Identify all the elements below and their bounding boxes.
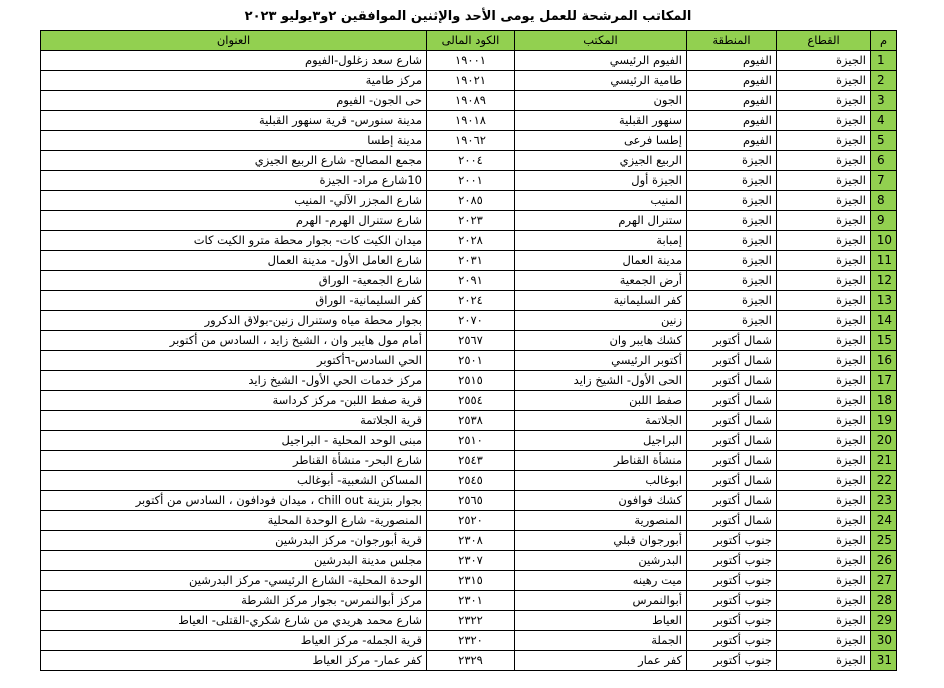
table-row [41, 631, 897, 651]
sector-cell: الجيزة [777, 351, 871, 371]
page-title: المكاتب المرشحة للعمل يومى الأحد والإثنين الموافقين ٢و٣يوليو ٢٠٢٣ [244, 9, 692, 24]
serial-cell: 5 [871, 131, 897, 151]
serial-cell: 15 [871, 331, 897, 351]
table-row [41, 71, 897, 91]
address-cell: المساكن الشعبية- أبوغالب [41, 471, 427, 491]
address-cell: قرية صفط اللبن- مركز كرداسة [41, 391, 427, 411]
sector-cell: الجيزة [777, 271, 871, 291]
sector-cell: الجيزة [777, 431, 871, 451]
region-cell: الجيزة [687, 231, 777, 251]
office-cell: كشك هايبر وان [515, 331, 687, 351]
table-row [41, 431, 897, 451]
table-row [41, 191, 897, 211]
sector-cell: الجيزة [777, 171, 871, 191]
code-cell: ٢٠٣١ [427, 251, 515, 271]
header-serial: م [871, 31, 897, 51]
table-row [41, 331, 897, 351]
sector-cell: الجيزة [777, 411, 871, 431]
region-cell: جنوب أكتوبر [687, 551, 777, 571]
region-cell: الفيوم [687, 51, 777, 71]
table-row [41, 151, 897, 171]
sector-cell: الجيزة [777, 311, 871, 331]
office-cell: كفر السليمانية [515, 291, 687, 311]
code-cell: ٢٠٠٤ [427, 151, 515, 171]
table-row [41, 451, 897, 471]
office-cell: زنين [515, 311, 687, 331]
code-cell: ٢٥٣٨ [427, 411, 515, 431]
table-row [41, 251, 897, 271]
office-cell: الحى الأول- الشيخ زايد [515, 371, 687, 391]
serial-cell: 17 [871, 371, 897, 391]
table-row [41, 131, 897, 151]
code-cell: ٢٥٦٧ [427, 331, 515, 351]
sector-cell: الجيزة [777, 391, 871, 411]
region-cell: شمال أكتوبر [687, 451, 777, 471]
table-row [41, 411, 897, 431]
serial-cell: 25 [871, 531, 897, 551]
serial-cell: 31 [871, 651, 897, 671]
serial-cell: 29 [871, 611, 897, 631]
address-cell: مجلس مدينة البدرشين [41, 551, 427, 571]
table-row [41, 531, 897, 551]
code-cell: ٢٠٢٤ [427, 291, 515, 311]
address-cell: مركز خدمات الحي الأول- الشيخ زايد [41, 371, 427, 391]
table-row [41, 471, 897, 491]
office-cell: المنصورية [515, 511, 687, 531]
sector-cell: الجيزة [777, 111, 871, 131]
serial-cell: 13 [871, 291, 897, 311]
serial-cell: 26 [871, 551, 897, 571]
region-cell: الفيوم [687, 111, 777, 131]
code-cell: ٢٣١٥ [427, 571, 515, 591]
serial-cell: 12 [871, 271, 897, 291]
sector-cell: الجيزة [777, 491, 871, 511]
region-cell: شمال أكتوبر [687, 391, 777, 411]
sector-cell: الجيزة [777, 551, 871, 571]
code-cell: ١٩٠٢١ [427, 71, 515, 91]
region-cell: الفيوم [687, 71, 777, 91]
code-cell: ٢٣٢٢ [427, 611, 515, 631]
sector-cell: الجيزة [777, 471, 871, 491]
office-cell: ميت رهينه [515, 571, 687, 591]
address-cell: 10شارع مراد- الجيزة [41, 171, 427, 191]
region-cell: الجيزة [687, 251, 777, 271]
serial-cell: 27 [871, 571, 897, 591]
code-cell: ٢٥٠١ [427, 351, 515, 371]
address-cell: شارع العامل الأول- مدينة العمال [41, 251, 427, 271]
code-cell: ٢٠٢٨ [427, 231, 515, 251]
office-cell: صفط اللبن [515, 391, 687, 411]
code-cell: ٢٠٠١ [427, 171, 515, 191]
address-cell: مركز أبوالنمرس- بجوار مركز الشرطة [41, 591, 427, 611]
code-cell: ٢٣٢٩ [427, 651, 515, 671]
address-cell: مدينة إطسا [41, 131, 427, 151]
office-cell: الجلاتمة [515, 411, 687, 431]
region-cell: جنوب أكتوبر [687, 631, 777, 651]
region-cell: شمال أكتوبر [687, 511, 777, 531]
sector-cell: الجيزة [777, 531, 871, 551]
office-cell: المنيب [515, 191, 687, 211]
table-row [41, 651, 897, 671]
table-row [41, 571, 897, 591]
office-cell: الجيزة أول [515, 171, 687, 191]
table-row [41, 591, 897, 611]
sector-cell: الجيزة [777, 231, 871, 251]
region-cell: جنوب أكتوبر [687, 591, 777, 611]
sector-cell: الجيزة [777, 51, 871, 71]
code-cell: ٢٥٤٥ [427, 471, 515, 491]
office-cell: طامية الرئيسي [515, 71, 687, 91]
header-office: المكتب [515, 31, 687, 51]
serial-cell: 28 [871, 591, 897, 611]
sector-cell: الجيزة [777, 591, 871, 611]
table-body [41, 51, 897, 671]
serial-cell: 4 [871, 111, 897, 131]
region-cell: الجيزة [687, 191, 777, 211]
office-cell: الجون [515, 91, 687, 111]
table-row [41, 171, 897, 191]
region-cell: الجيزة [687, 151, 777, 171]
code-cell: ٢٠٢٣ [427, 211, 515, 231]
address-cell: مركز طامية [41, 71, 427, 91]
serial-cell: 3 [871, 91, 897, 111]
code-cell: ٢٥٤٣ [427, 451, 515, 471]
table-row [41, 51, 897, 71]
sector-cell: الجيزة [777, 191, 871, 211]
office-cell: أرض الجمعية [515, 271, 687, 291]
serial-cell: 22 [871, 471, 897, 491]
table-row [41, 211, 897, 231]
serial-cell: 30 [871, 631, 897, 651]
sector-cell: الجيزة [777, 131, 871, 151]
office-cell: مدينة العمال [515, 251, 687, 271]
office-cell: الفيوم الرئيسي [515, 51, 687, 71]
region-cell: شمال أكتوبر [687, 371, 777, 391]
sector-cell: الجيزة [777, 631, 871, 651]
address-cell: مجمع المصالح- شارع الربيع الجيزي [41, 151, 427, 171]
sector-cell: الجيزة [777, 451, 871, 471]
address-cell: شارع المجزر الآلي- المنيب [41, 191, 427, 211]
code-cell: ٢٣٢٠ [427, 631, 515, 651]
sector-cell: الجيزة [777, 371, 871, 391]
region-cell: شمال أكتوبر [687, 471, 777, 491]
header-financial-code: الكود المالى [427, 31, 515, 51]
table-row [41, 311, 897, 331]
office-cell: الجملة [515, 631, 687, 651]
office-cell: البدرشين [515, 551, 687, 571]
region-cell: شمال أكتوبر [687, 491, 777, 511]
sector-cell: الجيزة [777, 211, 871, 231]
region-cell: شمال أكتوبر [687, 411, 777, 431]
region-cell: جنوب أكتوبر [687, 611, 777, 631]
serial-cell: 19 [871, 411, 897, 431]
office-cell: أكتوبر الرئيسي [515, 351, 687, 371]
region-cell: جنوب أكتوبر [687, 571, 777, 591]
table-row [41, 291, 897, 311]
region-cell: الفيوم [687, 131, 777, 151]
serial-cell: 20 [871, 431, 897, 451]
region-cell: الجيزة [687, 291, 777, 311]
code-cell: ٢٥١٥ [427, 371, 515, 391]
table-row [41, 391, 897, 411]
serial-cell: 24 [871, 511, 897, 531]
address-cell: قرية الجمله- مركز العياط [41, 631, 427, 651]
office-cell: منشأة القناطر [515, 451, 687, 471]
address-cell: قرية أبورجوان- مركز البدرشين [41, 531, 427, 551]
office-cell: العياط [515, 611, 687, 631]
table-row [41, 351, 897, 371]
serial-cell: 14 [871, 311, 897, 331]
code-cell: ٢٣٠٨ [427, 531, 515, 551]
serial-cell: 18 [871, 391, 897, 411]
code-cell: ٢٣٠١ [427, 591, 515, 611]
office-cell: كفر عمار [515, 651, 687, 671]
region-cell: شمال أكتوبر [687, 331, 777, 351]
table-row [41, 511, 897, 531]
address-cell: الحي السادس-٦أكتوبر [41, 351, 427, 371]
offices-table [40, 30, 897, 671]
address-cell: شارع محمد هريدي من شارع شكري-القتلى- العياط [41, 611, 427, 631]
address-cell: قرية الجلاتمة [41, 411, 427, 431]
address-cell: شارع الجمعية- الوراق [41, 271, 427, 291]
serial-cell: 1 [871, 51, 897, 71]
region-cell: الفيوم [687, 91, 777, 111]
office-cell: كشك فوافون [515, 491, 687, 511]
code-cell: ٢٥٥٤ [427, 391, 515, 411]
address-cell: حى الجون- الفيوم [41, 91, 427, 111]
region-cell: الجيزة [687, 271, 777, 291]
serial-cell: 11 [871, 251, 897, 271]
sector-cell: الجيزة [777, 571, 871, 591]
region-cell: شمال أكتوبر [687, 351, 777, 371]
office-cell: إمبابة [515, 231, 687, 251]
serial-cell: 7 [871, 171, 897, 191]
office-cell: البراجيل [515, 431, 687, 451]
code-cell: ٢٣٠٧ [427, 551, 515, 571]
address-cell: بجوار بتزينة chill out ، ميدان فودافون ، السادس من أكتوبر [41, 491, 427, 511]
address-cell: كفر السليمانية- الوراق [41, 291, 427, 311]
region-cell: الجيزة [687, 171, 777, 191]
serial-cell: 6 [871, 151, 897, 171]
serial-cell: 16 [871, 351, 897, 371]
office-cell: إطسا فرعى [515, 131, 687, 151]
address-cell: الوحدة المحلية- الشارع الرئيسي- مركز البدرشين [41, 571, 427, 591]
serial-cell: 8 [871, 191, 897, 211]
code-cell: ٢٠٩١ [427, 271, 515, 291]
table-row [41, 491, 897, 511]
code-cell: ٢٥٢٠ [427, 511, 515, 531]
header-address: العنوان [41, 31, 427, 51]
sector-cell: الجيزة [777, 151, 871, 171]
table-row [41, 271, 897, 291]
code-cell: ١٩٠٠١ [427, 51, 515, 71]
region-cell: شمال أكتوبر [687, 431, 777, 451]
sector-cell: الجيزة [777, 331, 871, 351]
sector-cell: الجيزة [777, 251, 871, 271]
table-row [41, 91, 897, 111]
code-cell: ١٩٠٦٢ [427, 131, 515, 151]
code-cell: ٢٥٦٥ [427, 491, 515, 511]
region-cell: جنوب أكتوبر [687, 651, 777, 671]
region-cell: الجيزة [687, 211, 777, 231]
address-cell: مدينة سنورس- قرية سنهور القبلية [41, 111, 427, 131]
table-row [41, 611, 897, 631]
address-cell: مبنى الوحد المحلية - البراجيل [41, 431, 427, 451]
serial-cell: 2 [871, 71, 897, 91]
address-cell: شارع سعد زغلول-الفيوم [41, 51, 427, 71]
address-cell: ميدان الكيت كات- بجوار محطة مترو الكيت كات [41, 231, 427, 251]
code-cell: ١٩٠١٨ [427, 111, 515, 131]
sector-cell: الجيزة [777, 91, 871, 111]
code-cell: ٢٠٧٠ [427, 311, 515, 331]
office-cell: ابوغالب [515, 471, 687, 491]
code-cell: ٢٥١٠ [427, 431, 515, 451]
address-cell: المنصورية- شارع الوحدة المحلية [41, 511, 427, 531]
table-header-row [41, 31, 897, 51]
office-cell: سنهور القبلية [515, 111, 687, 131]
serial-cell: 9 [871, 211, 897, 231]
region-cell: الجيزة [687, 311, 777, 331]
table-row [41, 111, 897, 131]
serial-cell: 10 [871, 231, 897, 251]
address-cell: شارع ستنرال الهرم- الهرم [41, 211, 427, 231]
code-cell: ١٩٠٨٩ [427, 91, 515, 111]
address-cell: بجوار محطة مياه وستنرال زنين-بولاق الدكرور [41, 311, 427, 331]
office-cell: أبوالنمرس [515, 591, 687, 611]
sector-cell: الجيزة [777, 611, 871, 631]
table-row [41, 231, 897, 251]
address-cell: أمام مول هايبر وان ، الشيخ زايد ، السادس من أكتوبر [41, 331, 427, 351]
address-cell: كفر عمار- مركز العياط [41, 651, 427, 671]
header-sector: القطاع [777, 31, 871, 51]
sector-cell: الجيزة [777, 71, 871, 91]
table-row [41, 371, 897, 391]
region-cell: جنوب أكتوبر [687, 531, 777, 551]
office-cell: أبورجوان قبلي [515, 531, 687, 551]
code-cell: ٢٠٨٥ [427, 191, 515, 211]
sector-cell: الجيزة [777, 511, 871, 531]
header-region: المنطقة [687, 31, 777, 51]
serial-cell: 23 [871, 491, 897, 511]
office-cell: الربيع الجيزي [515, 151, 687, 171]
office-cell: ستنرال الهرم [515, 211, 687, 231]
address-cell: شارع البحر- منشأة القناطر [41, 451, 427, 471]
sector-cell: الجيزة [777, 651, 871, 671]
table-row [41, 551, 897, 571]
sector-cell: الجيزة [777, 291, 871, 311]
serial-cell: 21 [871, 451, 897, 471]
